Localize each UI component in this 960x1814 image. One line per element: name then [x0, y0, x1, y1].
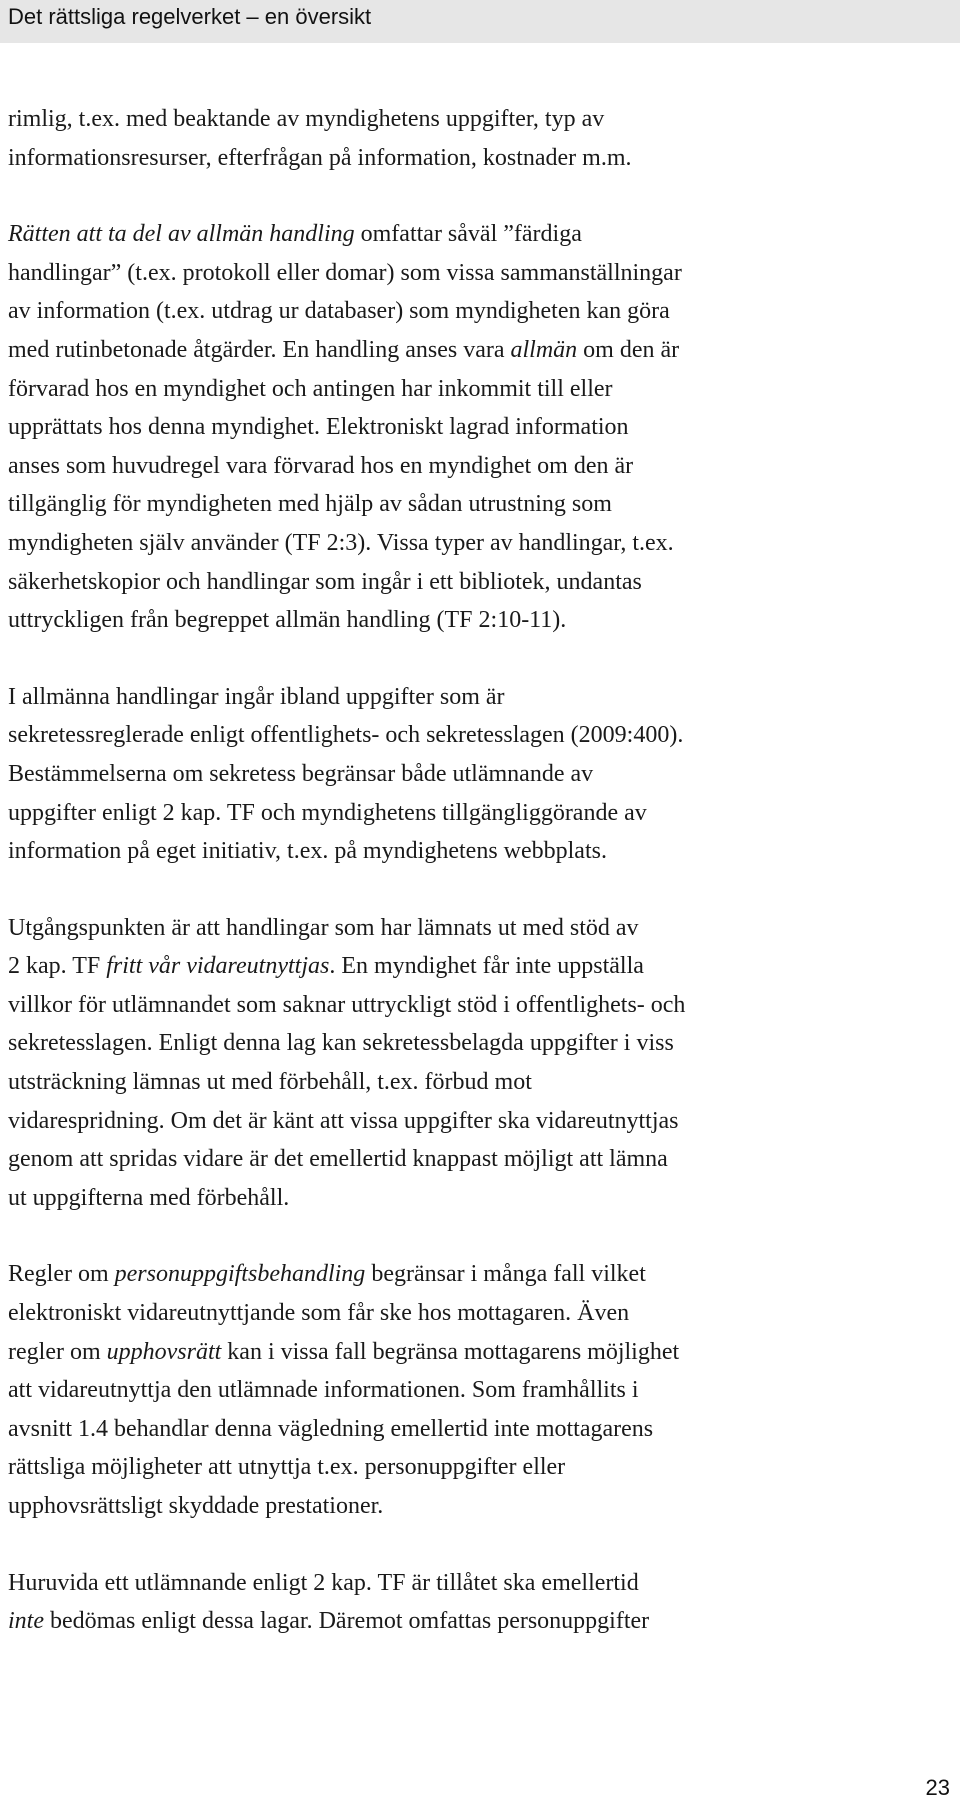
italic-term: Rätten att ta del av allmän handling	[8, 221, 355, 248]
text-line: att vidareutnyttja den utlämnade informationen. Som framhållits i	[8, 1377, 639, 1404]
text-line: anses som huvudregel vara förvarad hos en myndighet om den är	[8, 452, 634, 479]
text-line: av information (t.ex. utdrag ur databaser) som myndigheten kan göra	[8, 298, 670, 325]
italic-term: personuppgiftsbehandling	[114, 1261, 366, 1288]
text-line: handlingar” (t.ex. protokoll eller domar) som vissa sammanställningar	[8, 259, 682, 286]
document-body	[8, 100, 948, 1641]
text-line: I allmänna handlingar ingår ibland uppgifter som är	[8, 683, 505, 710]
text-line: upphovsrättsligt skyddade prestationer.	[8, 1493, 384, 1519]
text-line: uttryckligen från begreppet allmän handling (TF 2:10-11).	[8, 607, 567, 634]
italic-term: inte	[8, 1608, 44, 1635]
page-number: 23	[925, 1775, 950, 1800]
text-line: myndigheten själv använder (TF 2:3). Vissa typer av handlingar, t.ex.	[8, 529, 674, 556]
paragraph	[8, 100, 948, 177]
italic-term: upphovsrätt	[106, 1338, 222, 1365]
italic-term: fritt vår vidareutnyttjas	[106, 953, 330, 980]
text-line: avsnitt 1.4 behandlar denna vägledning emellertid inte mottagarens	[8, 1415, 654, 1442]
italic-term: allmän	[510, 336, 578, 363]
paragraph	[8, 215, 948, 640]
text-line: Regler om personuppgiftsbehandling begränsar i många fall vilket	[8, 1261, 646, 1288]
text-line: rimlig, t.ex. med beaktande av myndighetens uppgifter, typ av	[8, 106, 605, 132]
text-line: upprättats hos denna myndighet. Elektroniskt lagrad information	[8, 414, 629, 441]
text-line: elektroniskt vidareutnyttjande som får ske hos mottagaren. Även	[8, 1300, 630, 1327]
text-line: Utgångspunkten är att handlingar som har lämnats ut med stöd av	[8, 914, 639, 941]
page-header	[0, 0, 960, 43]
header-title: Det rättsliga regelverket – en översikt	[8, 4, 372, 29]
paragraph	[8, 1255, 948, 1525]
text-line: sekretessreglerade enligt offentlighets- och sekretesslagen (2009:400).	[8, 722, 684, 749]
text-line: Huruvida ett utlämnande enligt 2 kap. TF är tillåtet ska emellertid	[8, 1569, 639, 1596]
text-line: förvarad hos en myndighet och antingen har inkommit till eller	[8, 375, 613, 402]
paragraph	[8, 909, 948, 1218]
text-line: Rätten att ta del av allmän handling omfattar såväl ”färdiga	[8, 221, 582, 248]
text-line: Bestämmelserna om sekretess begränsar både utlämnande av	[8, 760, 594, 787]
text-line: informationsresurser, efterfrågan på information, kostnader m.m.	[8, 144, 632, 171]
paragraph	[8, 678, 948, 871]
text-line: information på eget initiativ, t.ex. på myndighetens webbplats.	[8, 838, 607, 865]
text-line: vidarespridning. Om det är känt att vissa uppgifter ska vidareutnyttjas	[8, 1107, 679, 1134]
text-line: rättsliga möjligheter att utnyttja t.ex. personuppgifter eller	[8, 1454, 566, 1481]
text-line: ut uppgifterna med förbehåll.	[8, 1184, 290, 1211]
text-line: 2 kap. TF fritt vår vidareutnyttjas. En myndighet får inte uppställa	[8, 953, 644, 980]
text-line: sekretesslagen. Enligt denna lag kan sekretessbelagda uppgifter i viss	[8, 1030, 674, 1057]
text-line: utsträckning lämnas ut med förbehåll, t.ex. förbud mot	[8, 1069, 532, 1096]
text-line: med rutinbetonade åtgärder. En handling anses vara allmän om den är	[8, 336, 680, 363]
paragraph	[8, 1564, 948, 1641]
text-line: uppgifter enligt 2 kap. TF och myndighetens tillgängliggörande av	[8, 799, 647, 826]
text-line: genom att spridas vidare är det emellertid knappast möjligt att lämna	[8, 1146, 668, 1173]
text-line: säkerhetskopior och handlingar som ingår i ett bibliotek, undantas	[8, 568, 642, 595]
text-line: inte bedömas enligt dessa lagar. Däremot omfattas personuppgifter	[8, 1608, 650, 1635]
text-line: tillgänglig för myndigheten med hjälp av sådan utrustning som	[8, 491, 612, 518]
text-line: villkor för utlämnandet som saknar uttryckligt stöd i offentlighets- och	[8, 991, 686, 1018]
text-line: regler om upphovsrätt kan i vissa fall begränsa mottagarens möjlighet	[8, 1338, 680, 1365]
